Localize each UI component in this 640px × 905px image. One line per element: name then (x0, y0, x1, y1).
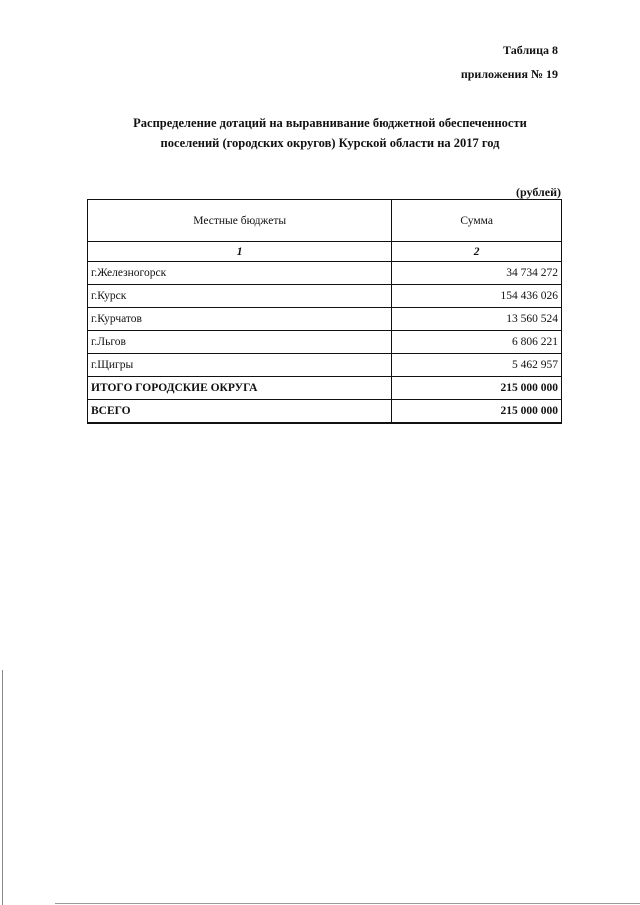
column-number-1: 1 (88, 242, 392, 262)
units-label: (рублей) (515, 185, 561, 199)
row-name: г.Льгов (88, 331, 392, 354)
table-row (88, 354, 562, 377)
scan-edge-bottom (55, 903, 640, 904)
title-line-1: Распределение дотаций на выравнивание бюджетной обеспеченности (133, 116, 527, 130)
row-name: г.Щигры (88, 354, 392, 377)
table-row (88, 285, 562, 308)
row-amount: 5 462 957 (392, 354, 562, 377)
row-name: г.Курск (88, 285, 392, 308)
row-amount: 13 560 524 (392, 308, 562, 331)
row-amount: 6 806 221 (392, 331, 562, 354)
row-name: г.Железногорск (88, 262, 392, 285)
scan-edge-left (2, 670, 3, 905)
total-row (88, 400, 562, 424)
appendix-label: приложения № 19 (460, 67, 558, 81)
column-header-budgets: Местные бюджеты (88, 200, 392, 242)
row-name: г.Курчатов (88, 308, 392, 331)
title-line-2: поселений (городских округов) Курской области на 2017 год (160, 136, 500, 150)
table-header-row (88, 200, 562, 242)
column-number-row (88, 242, 562, 262)
total-name: ВСЕГО (88, 400, 392, 424)
table-number-label: Таблица 8 (503, 43, 558, 57)
subtotal-row (88, 377, 562, 400)
table-row (88, 331, 562, 354)
column-number-2: 2 (392, 242, 562, 262)
row-amount: 154 436 026 (392, 285, 562, 308)
row-amount: 34 734 272 (392, 262, 562, 285)
total-amount: 215 000 000 (392, 400, 562, 424)
subtotal-name: ИТОГО ГОРОДСКИЕ ОКРУГА (88, 377, 392, 400)
table-row (88, 308, 562, 331)
subsidy-table (87, 199, 562, 424)
column-header-amount: Сумма (392, 200, 562, 242)
subtotal-amount: 215 000 000 (392, 377, 562, 400)
document-title (60, 113, 600, 153)
table-row (88, 262, 562, 285)
